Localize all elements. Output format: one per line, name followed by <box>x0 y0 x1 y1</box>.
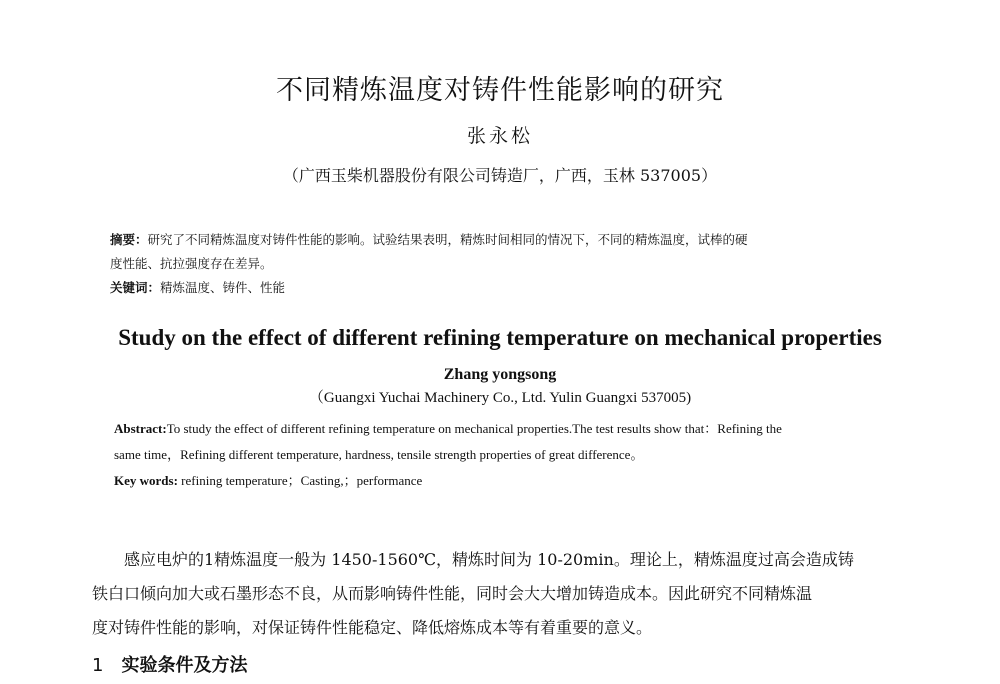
section-number: 1 <box>92 655 104 676</box>
english-affiliation: （Guangxi Yuchai Machinery Co., Ltd. Yulin Guangxi 537005) <box>308 390 692 406</box>
english-abstract-text-2: same time，Refining different temperature, hardness, tensile strength properties of great difference。 <box>114 447 644 462</box>
english-keywords <box>114 468 904 494</box>
english-author: Zhang yongsong <box>443 366 557 383</box>
english-abstract <box>114 416 904 494</box>
body-line-2: 铁白口倾向加大或石墨形态不良，从而影响铸件性能，同时会大大增加铸造成本。因此研究不同精炼温 <box>92 584 813 603</box>
section-heading <box>92 651 247 677</box>
chinese-author: 张永松 <box>466 125 533 147</box>
english-title: Study on the effect of different refining temperature on mechanical properties <box>118 325 882 350</box>
chinese-keywords-text: 精炼温度、铸件、性能 <box>160 280 286 295</box>
chinese-abstract-line-1 <box>110 228 890 252</box>
english-abstract-text-1: To study the effect of different refining temperature on mechanical properties.The test results show that：Refining the <box>166 421 782 436</box>
chinese-abstract-text-2: 度性能、抗拉强度存在差异。 <box>110 256 273 271</box>
chinese-title: 不同精炼温度对铸件性能影响的研究 <box>276 75 724 106</box>
chinese-keywords <box>110 276 890 300</box>
body-line-1 <box>92 543 904 577</box>
english-abstract-line-1 <box>114 416 904 442</box>
chinese-keywords-label: 关键词： <box>110 280 161 295</box>
body-line-1-text: 感应电炉的1精炼温度一般为 1450-1560℃，精炼时间为 10-20min。理论上，精炼温度过高会造成铸 <box>124 550 854 569</box>
english-keywords-label: Key words: <box>114 473 178 488</box>
chinese-abstract-text-1: 研究了不同精炼温度对铸件性能的影响。试验结果表明，精炼时间相同的情况下，不同的精炼温度，试棒的硬 <box>147 232 748 247</box>
body-paragraph <box>92 543 904 645</box>
body-line-3: 度对铸件性能的影响，对保证铸件性能稳定、降低熔炼成本等有着重要的意义。 <box>92 618 653 637</box>
chinese-abstract-label: 摘要： <box>110 232 148 247</box>
section-title: 实验条件及方法 <box>121 655 248 676</box>
english-abstract-label: Abstract: <box>114 421 167 436</box>
chinese-affiliation: （广西玉柴机器股份有限公司铸造厂，广西，玉林 537005） <box>282 166 718 185</box>
english-keywords-text: refining temperature；Casting,；performance <box>181 473 423 488</box>
chinese-abstract <box>110 228 890 300</box>
